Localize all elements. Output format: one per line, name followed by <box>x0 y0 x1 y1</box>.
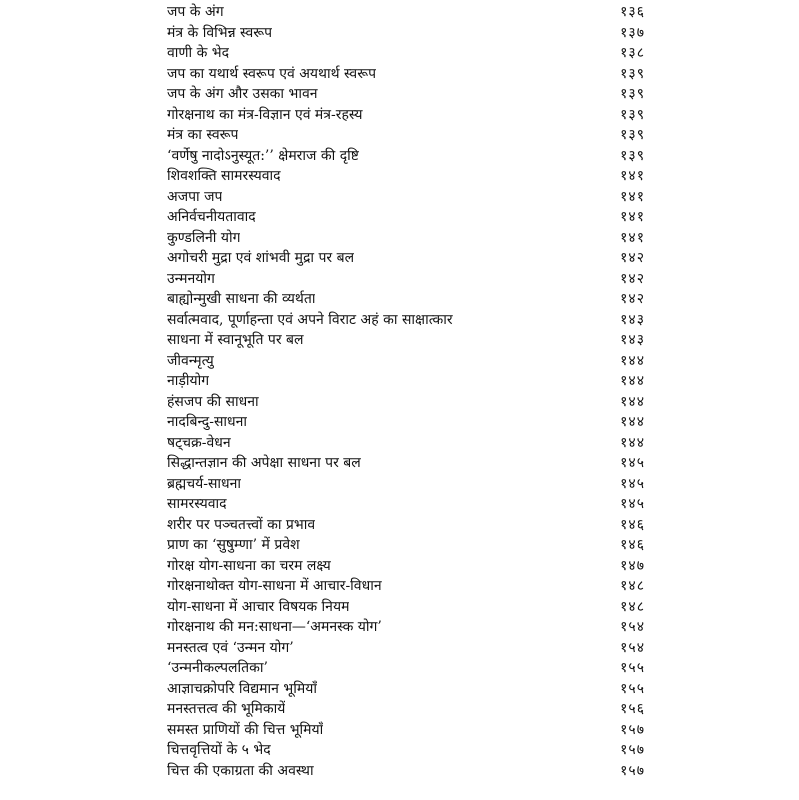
toc-entry <box>167 330 645 351</box>
toc-entry-page-number: १३९ <box>620 147 645 164</box>
toc-entry <box>167 658 645 679</box>
toc-entry-title: योग-साधना में आचार विषयक नियम <box>167 598 350 615</box>
toc-entry-title: उन्मनयोग <box>167 270 215 287</box>
toc-entry <box>167 2 645 23</box>
toc-entry <box>167 228 645 249</box>
toc-entry-page-number: १५६ <box>620 701 645 717</box>
toc-entry-page-number: १४६ <box>620 537 645 553</box>
toc-entry <box>167 515 645 536</box>
toc-entry-title: ‘उन्मनीकल्पलतिका’ <box>167 660 268 676</box>
toc-entry <box>167 699 645 720</box>
toc-entry-title: कुण्डलिनी योग <box>167 229 241 246</box>
toc-entry <box>167 146 645 167</box>
toc-entry-page-number: १३७ <box>620 24 645 41</box>
toc-entry <box>167 187 645 208</box>
toc-entry <box>167 392 645 413</box>
toc-entry-page-number: १४१ <box>620 188 645 205</box>
toc-entry-page-number: १५४ <box>620 639 645 656</box>
toc-entry-title: ब्रह्मचर्य-साधना <box>167 475 242 492</box>
toc-entry-title: गोरक्षनाथोक्त योग-साधना में आचार-विधान <box>167 578 382 594</box>
toc-entry-title: अगोचरी मुद्रा एवं शांभवी मुद्रा पर बल <box>167 250 355 266</box>
toc-entry <box>167 617 645 638</box>
toc-entry-title: गोरक्षनाथ की मन:साधना—‘अमनस्क योग’ <box>167 619 382 635</box>
toc-entry <box>167 23 645 44</box>
toc-entry <box>167 64 645 85</box>
toc-entry-title: साधना में स्वानूभूति पर बल <box>167 332 304 348</box>
toc-entry-title: षट्चक्र-वेधन <box>167 434 231 451</box>
toc-entry-title: चित्त की एकाग्रता की अवस्था <box>167 762 314 779</box>
toc-entry-page-number: १४८ <box>620 598 645 615</box>
toc-entry-title: अनिर्वचनीयतावाद <box>167 209 256 225</box>
toc-entry <box>167 638 645 659</box>
toc-entry-page-number: १४५ <box>620 496 645 512</box>
toc-entry-page-number: १३९ <box>620 65 645 82</box>
toc-entry-page-number: १५४ <box>620 619 645 635</box>
toc-entry-title: सिद्धान्तज्ञान की अपेक्षा साधना पर बल <box>167 455 361 471</box>
toc-entry <box>167 474 645 495</box>
toc-entry-page-number: १३९ <box>620 106 645 123</box>
toc-entry-page-number: १४१ <box>620 209 645 225</box>
toc-entry-title: हंसजप की साधना <box>167 393 259 410</box>
toc-entry-page-number: १३९ <box>620 86 645 102</box>
toc-entry-page-number: १५७ <box>620 721 645 738</box>
toc-entry-title: नादबिन्दु-साधना <box>167 414 248 430</box>
toc-entry <box>167 248 645 269</box>
toc-entry-title: सामरस्यवाद <box>167 496 227 512</box>
toc-entry-title: समस्त प्राणियों की चित्त भूमियाँ <box>167 721 324 738</box>
toc-entry-page-number: १४३ <box>620 311 645 328</box>
toc-entry-title: अजपा जप <box>167 188 223 205</box>
toc-entry-page-number: १४४ <box>620 393 645 410</box>
toc-entry-title: सर्वात्मवाद, पूर्णाहन्ता एवं अपने विराट अहं का साक्षात्कार <box>167 311 453 328</box>
toc-entry <box>167 494 645 515</box>
toc-entry <box>167 289 645 310</box>
toc-entry-title: शरीर पर पञ्चतत्त्वों का प्रभाव <box>167 516 316 533</box>
toc-entry-page-number: १४२ <box>620 250 645 266</box>
toc-entry <box>167 310 645 331</box>
toc-entry-page-number: १४४ <box>620 434 645 451</box>
toc-entry <box>167 556 645 577</box>
toc-entry-title: वाणी के भेद <box>167 45 230 61</box>
toc-entry-page-number: १४२ <box>620 291 645 307</box>
toc-entry-title: मंत्र के विभिन्न स्वरूप <box>167 24 273 41</box>
toc-entry-title: जप के अंग <box>167 4 224 20</box>
toc-entry-title: शिवशक्ति सामरस्यवाद <box>167 168 281 184</box>
toc-entry-page-number: १४४ <box>620 414 645 430</box>
toc-entry-title: बाह्योन्मुखी साधना की व्यर्थता <box>167 291 316 307</box>
toc-entry <box>167 740 645 761</box>
toc-entry-title: चित्तवृत्तियों के ५ भेद <box>167 742 271 758</box>
toc-entry-page-number: १४५ <box>620 475 645 492</box>
toc-entry <box>167 43 645 64</box>
toc-entry-page-number: १४३ <box>620 332 645 348</box>
toc-entry <box>167 125 645 146</box>
toc-entry <box>167 84 645 105</box>
toc-entry-title: मनस्तत्तत्व की भूमिकायें <box>167 701 286 717</box>
toc-entry <box>167 576 645 597</box>
toc-entry-page-number: १३८ <box>620 45 645 61</box>
toc-entry-title: आज्ञाचक्रोपरि विद्यमान भूमियाँ <box>167 680 317 697</box>
toc-entry-page-number: १५५ <box>620 680 645 697</box>
toc-entry <box>167 207 645 228</box>
toc-entry-title: जप के अंग और उसका भावन <box>167 86 318 102</box>
toc-entry-page-number: १४४ <box>620 352 645 369</box>
toc-entry <box>167 433 645 454</box>
toc-entry <box>167 269 645 290</box>
toc-entry-page-number: १४१ <box>620 168 645 184</box>
toc-entry-title: मनस्तत्व एवं ‘उन्मन योग’ <box>167 639 294 656</box>
toc-entry-page-number: १४४ <box>620 373 645 389</box>
toc-entry <box>167 371 645 392</box>
toc-entry-title: जप का यथार्थ स्वरूप एवं अयथार्थ स्वरूप <box>167 65 377 82</box>
toc-entry <box>167 105 645 126</box>
toc-entry <box>167 166 645 187</box>
toc-entry-title: ‘वर्णेषु नादोऽनुस्यूत:’’ क्षेमराज की दृष्टि <box>167 147 359 164</box>
toc-entry-title: जीवन्मृत्यु <box>167 352 214 369</box>
toc-entry <box>167 351 645 372</box>
toc-entry <box>167 412 645 433</box>
toc-entry-page-number: १५७ <box>620 742 645 758</box>
toc-entry-page-number: १४२ <box>620 270 645 287</box>
toc-entry-title: गोरक्ष योग-साधना का चरम लक्ष्य <box>167 557 331 574</box>
toc-entry-page-number: १४५ <box>620 455 645 471</box>
toc-entry-title: मंत्र का स्वरूप <box>167 127 239 143</box>
toc-entry-page-number: १४६ <box>620 516 645 533</box>
toc-entry-page-number: १४८ <box>620 578 645 594</box>
toc-entry-page-number: १४७ <box>620 557 645 574</box>
toc-entry <box>167 720 645 741</box>
toc-entry <box>167 679 645 700</box>
toc-entry <box>167 761 645 782</box>
table-of-contents <box>167 2 645 781</box>
toc-entry-title: प्राण का ‘सुषुम्णा’ में प्रवेश <box>167 537 300 553</box>
toc-entry-page-number: १३६ <box>620 4 645 20</box>
toc-entry <box>167 453 645 474</box>
toc-entry-page-number: १४१ <box>620 229 645 246</box>
toc-entry-page-number: १५७ <box>620 762 645 779</box>
toc-entry <box>167 535 645 556</box>
toc-entry-page-number: १३९ <box>620 127 645 143</box>
toc-entry-title: गोरक्षनाथ का मंत्र-विज्ञान एवं मंत्र-रहस्य <box>167 106 363 123</box>
toc-entry-title: नाड़ीयोग <box>167 373 210 389</box>
toc-entry <box>167 597 645 618</box>
toc-entry-page-number: १५५ <box>620 660 645 676</box>
